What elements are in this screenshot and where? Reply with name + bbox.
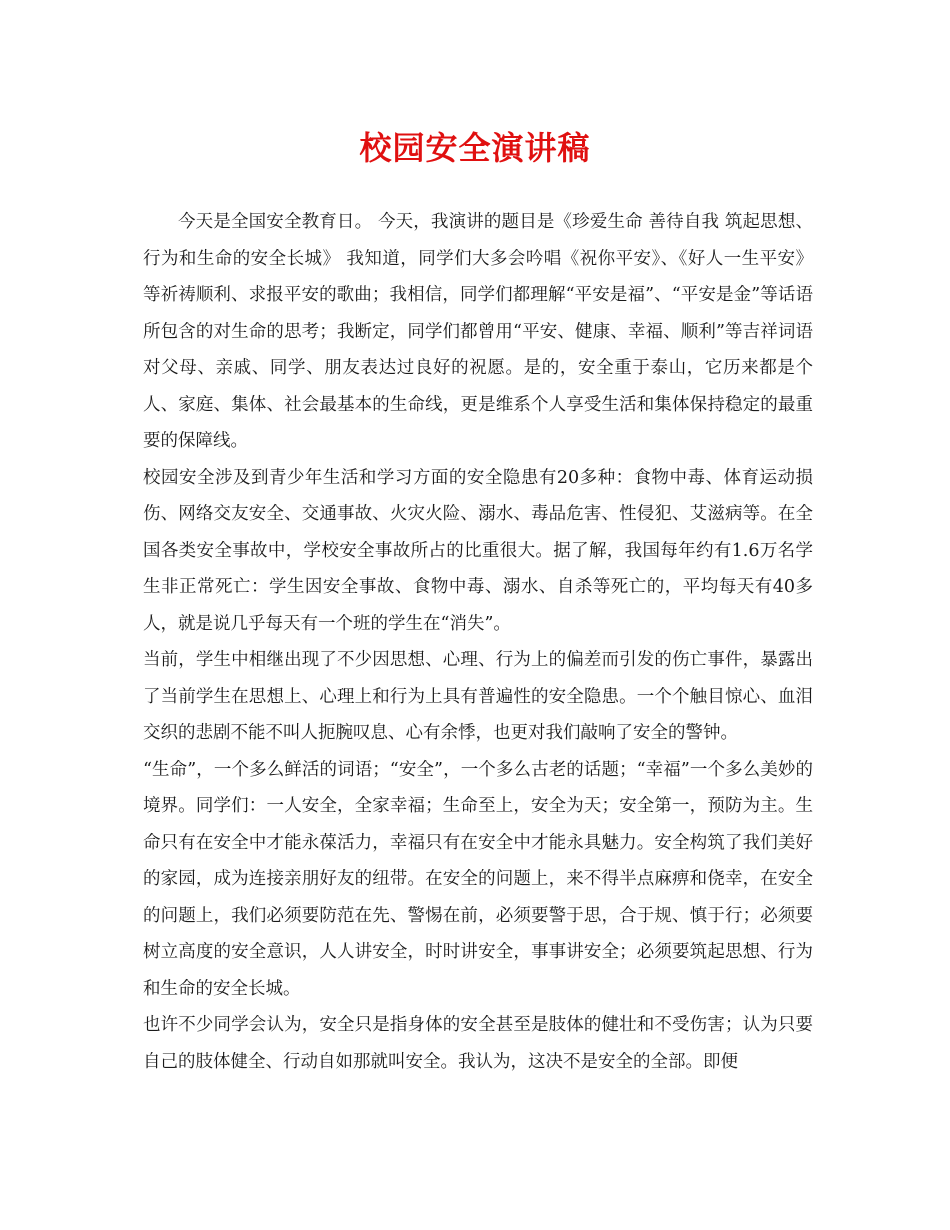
document-body	[143, 204, 813, 1080]
paragraph-life-safety: “生命”，一个多么鲜活的词语；“安全”，一个多么古老的话题；“幸福”一个多么美妙的境界。同学们：一人安全，全家幸福；生命至上，安全为天；安全第一，预防为主。生命只有在安全中才能永葆活力，幸福只有在安全中才能永具魅力。安全构筑了我们美好的家园，成为连接亲朋好友的纽带。在安全的问题上，来不得半点麻痹和侥幸，在安全的问题上，我们必须要防范在先、警惕在前，必须要警于思，合于规、慎于行；必须要树立高度的安全意识，人人讲安全，时时讲安全，事事讲安全；必须要筑起思想、行为和生命的安全长城。	[143, 759, 813, 999]
document-title: 校园安全演讲稿	[359, 129, 591, 167]
paragraph-current-situation: 当前，学生中相继出现了不少因思想、心理、行为上的偏差而引发的伤亡事件，暴露出了当前学生在思想上、心理上和行为上具有普遍性的安全隐患。一个个触目惊心、血泪交织的悲剧不能不叫人扼腕叹息、心有余悸，也更对我们敲响了安全的警钟。	[143, 650, 813, 743]
paragraph-meaning-of-safety: 也许不少同学会认为，安全只是指身体的安全甚至是肢体的健壮和不受伤害；认为只要自己的肢体健全、行动自如那就叫安全。我认为，这决不是安全的全部。即便	[143, 1015, 813, 1072]
paragraph-hazards: 校园安全涉及到青少年生活和学习方面的安全隐患有20多种：食物中毒、体育运动损伤、网络交友安全、交通事故、火灾火险、溺水、毒品危害、性侵犯、艾滋病等。在全国各类安全事故中，学校安全事故所占的比重很大。据了解，我国每年约有1.6万名学生非正常死亡：学生因安全事故、食物中毒、溺水、自杀等死亡的，平均每天有40多人，就是说几乎每天有一个班的学生在“消失”。	[143, 467, 813, 634]
paragraph-intro: 今天是全国安全教育日。 今天，我演讲的题目是《珍爱生命 善待自我 筑起思想、行为和生命的安全长城》 我知道，同学们大多会吟唱《祝你平安》、《好人一生平安》等祈祷顺利、求报平安的歌曲；我相信，同学们都理解“平安是福”、“平安是金”等话语所包含的对生命的思考；我断定，同学们都曾用“平安、健康、幸福、顺利”等吉祥词语对父母、亲戚、同学、朋友表达过良好的祝愿。是的，安全重于泰山，它历来都是个人、家庭、集体、社会最基本的生命线，更是维系个人享受生活和集体保持稳定的最重要的保障线。	[143, 212, 813, 451]
